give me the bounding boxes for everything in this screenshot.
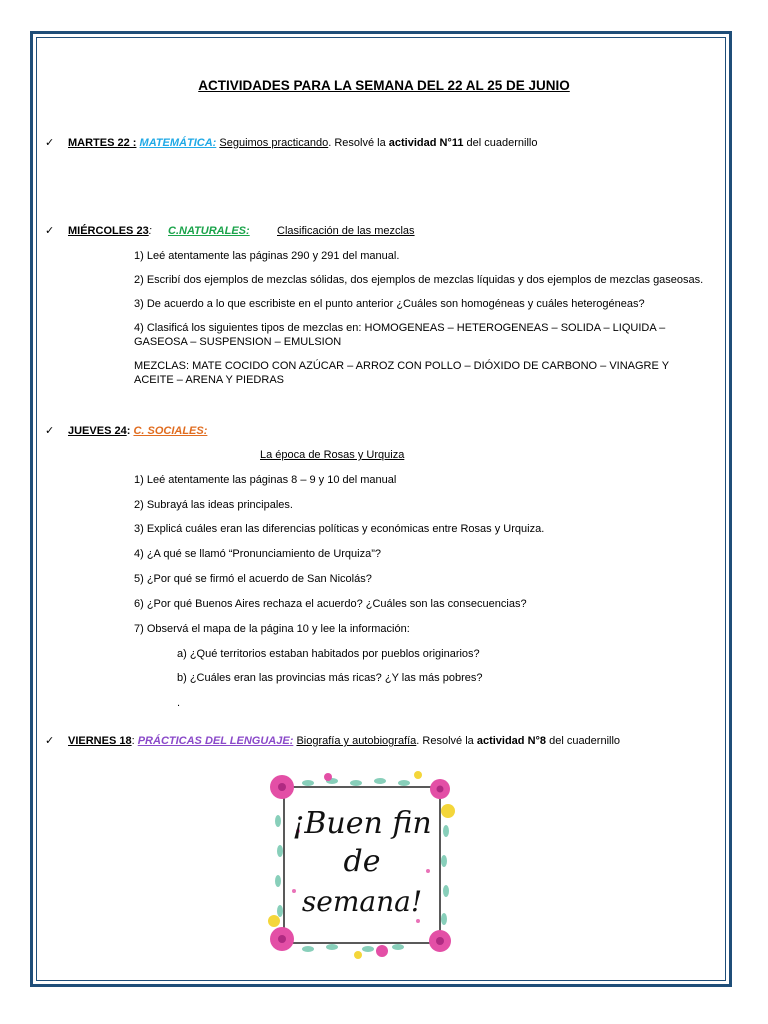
jueves-topic: La época de Rosas y Urquiza — [260, 449, 405, 461]
list-item: 1) Leé atentamente las páginas 290 y 291 del manual. — [134, 250, 400, 262]
list-item: 2) Subrayá las ideas principales. — [134, 499, 293, 511]
badge-line-3: semana! — [301, 885, 423, 918]
list-item: 6) ¿Por qué Buenos Aires rechaza el acuerdo? ¿Cuáles son las consecuencias? — [134, 598, 527, 610]
sub-list-item: . — [177, 697, 181, 709]
list-item: 3) Explicá cuáles eran las diferencias políticas y económicas entre Rosas y Urquiza. — [134, 523, 545, 535]
sub-list-item: a) ¿Qué territorios estaban habitados por pueblos originarios? — [177, 648, 480, 660]
list-item: 3) De acuerdo a lo que escribiste en el punto anterior ¿Cuáles son homogéneas y cuáles heterogéneas? — [134, 298, 645, 310]
viernes-topic: Biografía y autobiografía — [296, 735, 417, 747]
floral-frame-icon — [268, 771, 456, 959]
miercoles-line: MIÉRCOLES 23: — [68, 225, 152, 237]
list-item: MEZCLAS: MATE COCIDO CON AZÚCAR – ARROZ CON POLLO – DIÓXIDO DE CARBONO – VINAGRE Y ACEITE – ARENA Y PIEDRAS — [134, 360, 669, 386]
sub-list-item: b) ¿Cuáles eran las provincias más ricas? ¿Y las más pobres? — [177, 672, 483, 684]
check-icon: ✓ — [45, 735, 55, 747]
badge-line-2: de — [343, 844, 381, 879]
check-icon: ✓ — [45, 425, 55, 437]
list-item: 4) Clasificá los siguientes tipos de mezclas en: HOMOGENEAS – HETEROGENEAS – SOLIDA – LIQUIDA – GASEOSA – SUSPENSION – EMULSION — [134, 322, 666, 348]
list-item: 2) Escribí dos ejemplos de mezclas sólidas, dos ejemplos de mezclas líquidas y dos ejemplos de mezclas gaseosas. — [134, 274, 704, 286]
martes-day: MARTES 22 : — [68, 137, 137, 149]
jueves-subject: C. SOCIALES: — [133, 425, 208, 437]
miercoles-subject: C.NATURALES: — [168, 225, 250, 237]
list-item: 1) Leé atentamente las páginas 8 – 9 y 10 del manual — [134, 474, 397, 486]
miercoles-day: MIÉRCOLES 23 — [68, 225, 149, 237]
page-title: ACTIVIDADES PARA LA SEMANA DEL 22 AL 25 DE JUNIO — [198, 78, 570, 93]
list-item: 5) ¿Por qué se firmó el acuerdo de San Nicolás? — [134, 573, 372, 585]
martes-subject: MATEMÁTICA: — [139, 137, 217, 149]
badge-line-1: ¡Buen fin — [292, 806, 432, 841]
list-item: 4) ¿A qué se llamó “Pronunciamiento de Urquiza”? — [134, 548, 382, 560]
weekend-badge — [268, 771, 456, 959]
check-icon: ✓ — [45, 225, 55, 237]
martes-topic: Seguimos practicando — [219, 137, 329, 149]
martes-line: MARTES 22 : MATEMÁTICA: Seguimos practicando. Resolvé la actividad N°11 del cuadernillo — [68, 137, 538, 149]
jueves-line: JUEVES 24: C. SOCIALES: — [68, 425, 208, 437]
list-item: 7) Observá el mapa de la página 10 y lee la información: — [134, 623, 410, 635]
viernes-line: VIERNES 18: PRÁCTICAS DEL LENGUAJE: Biografía y autobiografía. Resolvé la actividad N°8 del cuadernillo — [68, 735, 621, 747]
miercoles-topic: Clasificación de las mezclas — [277, 225, 415, 237]
viernes-day: VIERNES 18 — [68, 735, 132, 747]
viernes-subject: PRÁCTICAS DEL LENGUAJE: — [137, 735, 294, 747]
jueves-day: JUEVES 24 — [68, 425, 127, 437]
check-icon: ✓ — [45, 137, 55, 149]
